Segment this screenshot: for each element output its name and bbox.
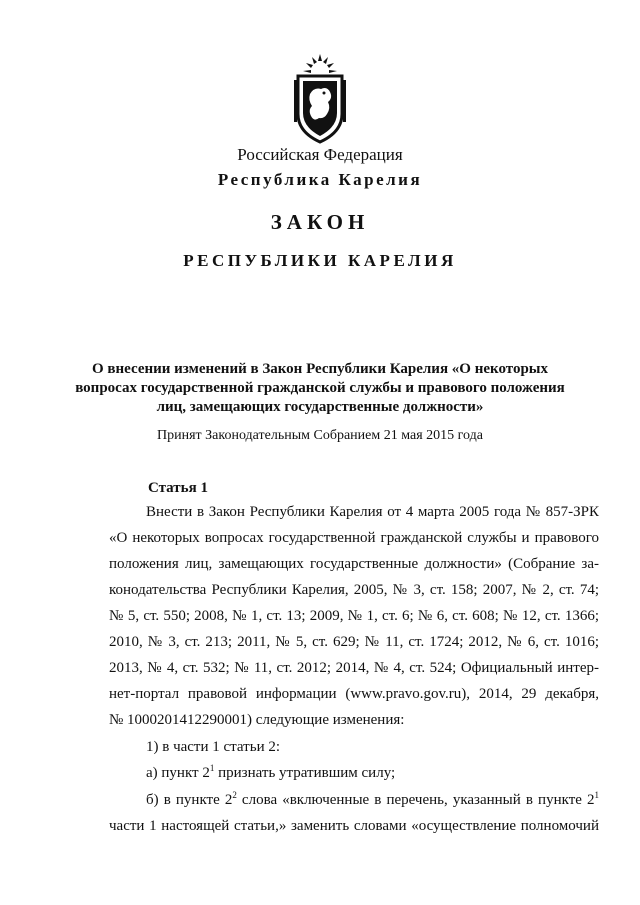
article-text-line: Внести в Закон Республики Карелия от 4 марта 2005 года № 857-ЗРК xyxy=(146,504,599,520)
adoption-note: Принят Законодательным Собранием 21 мая 2015 года xyxy=(157,428,483,443)
law-name xyxy=(0,360,640,417)
item-b-superscript-2: 1 xyxy=(594,790,599,800)
law-name-line: вопросах государственной гражданской службы и правового положения xyxy=(75,380,565,396)
article-title: Статья 1 xyxy=(148,480,208,496)
republic-label: Республика Карелия xyxy=(217,170,423,189)
article-text-line: 2013, № 4, ст. 532; № 11, ст. 2012; 2014, № 4, ст. 524; Официальный интер- xyxy=(109,660,599,676)
law-title: ЗАКОН xyxy=(270,210,370,234)
list-item-1: 1) в части 1 статьи 2: xyxy=(146,739,281,755)
item-b-text: б) в пункте 2 xyxy=(146,792,233,808)
law-subtitle: РЕСПУБЛИКИ КАРЕЛИЯ xyxy=(183,251,457,270)
article-text-line: № 1000201412290001) следующие изменения: xyxy=(109,712,405,728)
article-text-line: нет-портал правовой информации (www.pravo.gov.ru), 2014, 29 декабря, xyxy=(109,686,599,702)
article-text-line: конодательства Республики Карелия, 2005, № 3, ст. 158; 2007, № 2, ст. 74; xyxy=(109,582,599,598)
article-text-line: № 5, ст. 550; 2008, № 1, ст. 13; 2009, № 1, ст. 6; № 6, ст. 608; № 12, ст. 1366; xyxy=(109,608,599,624)
law-name-line: лиц, замещающих государственные должности» xyxy=(156,399,484,415)
article-text-line: «О некоторых вопросах государственной гражданской службы и правового xyxy=(109,530,599,546)
list-item-b xyxy=(146,790,599,810)
federation-label: Российская Федерация xyxy=(237,145,403,164)
article-text-line: 2010, № 3, ст. 213; 2011, № 5, ст. 629; № 11, ст. 1724; 2012, № 6, ст. 1016; xyxy=(109,634,599,650)
article-text-line: части 1 настоящей статьи,» заменить словами «осуществление полномочий xyxy=(109,818,599,834)
item-b-superscript: 2 xyxy=(232,790,237,800)
law-name-line: О внесении изменений в Закон Республики Карелия «О некоторых xyxy=(91,361,548,377)
coat-of-arms-emblem xyxy=(290,52,350,144)
item-a-text: а) пункт 2 xyxy=(146,765,210,781)
list-item-a xyxy=(146,763,395,783)
item-a-text-end: признать утратившим силу; xyxy=(214,765,396,781)
item-a-superscript: 1 xyxy=(209,763,215,773)
item-b-text-mid: слова «включенные в перечень, указанный в пункте 2 xyxy=(236,792,595,808)
article-text-line: положения лиц, замещающих государственные должности» (Собрание за- xyxy=(109,556,599,572)
